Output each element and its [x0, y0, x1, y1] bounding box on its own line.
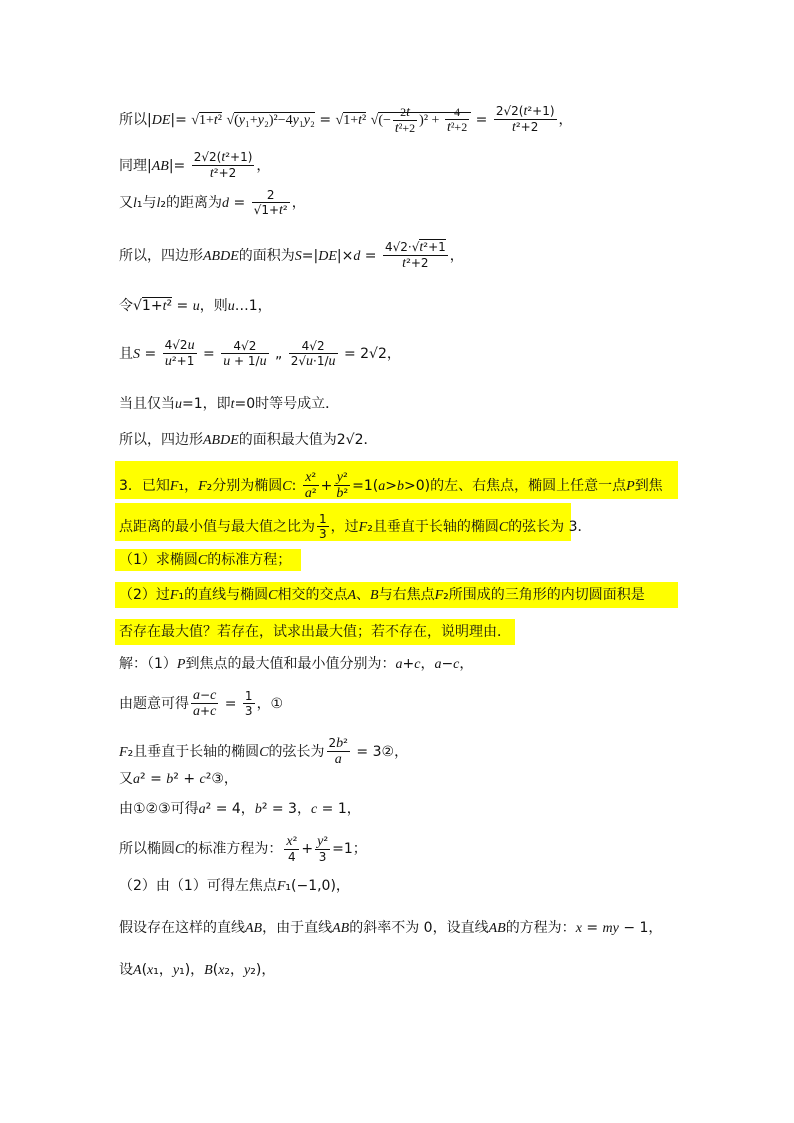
- solution-line-inequality: 且S = $\frac{4√2u}{\text{u²+1}}$ = $\frac{4√2}{u + 1/u}$ „ $\frac{4√2}{2√u\cdot 1/u}$ = 2√2，: [119, 338, 401, 369]
- solution-line-ab-length: 同理|AB|= $\frac{\text{2√2(t²+1)}}{\text{t²+2}}$ ，: [119, 150, 271, 181]
- solution-line-max-area: 所以，四边形ABDE的面积最大值为2√2．: [119, 432, 378, 448]
- answer-line-7: （2）由（1）可得左焦点F₁(−1,0)，: [119, 878, 350, 894]
- answer-line-8: 假设存在这样的直线AB，由于直线AB的斜率不为 0，设直线AB的方程为：x = my − 1，: [119, 920, 663, 936]
- question3-line-1: 3．已知F₁，F₂分别为椭圆C: $\frac{\text{x²}}{\text{a²}}$ + $\frac{\text{y²}}{\text{b²}}$ =1(a>b>0)的左、右焦点，椭圆上任意一点P到焦: [119, 470, 663, 501]
- answer-line-6: 所以椭圆C的标准方程为： $\frac{\text{x²}}{4}$ + $\frac{\text{y²}}{3}$ =1；: [119, 834, 367, 864]
- answer-line-5: 由①②③可得a² = 4，b² = 3，c = 1，: [119, 801, 361, 817]
- answer-line-1: 解：（1）P到焦点的最大值和最小值分别为：a+c，a−c，: [119, 656, 474, 672]
- solution-line-de-length: 所以|DE|= √1+t² √(y₁+y₂)²−4y₁y₂ = √1+t² √(− $\frac{2t}{\text{t²+2}}$ )² + $\frac{4}{\text{t²+2}}$ = $\frac{\text{2√2(t²+1)}}{\text{t²+2}}$ ，: [119, 104, 573, 136]
- answer-line-4: 又a² = b² + c²③，: [119, 771, 238, 787]
- question3-part2-line-2: 否存在最大值？若存在，试求出最大值；若不存在，说明理由．: [119, 624, 511, 640]
- question3-part1: （1）求椭圆C的标准方程；: [119, 552, 292, 568]
- question3-line-2: 点距离的最小值与最大值之比为 $\frac{1}{3}$ ，过F₂且垂直于长轴的椭圆C的弦长为 3．: [119, 512, 592, 541]
- answer-line-2: 由题意可得 $\frac{a-c}{a+c}$ = $\frac{1}{3}$ ，①: [119, 688, 284, 719]
- solution-line-equality: 当且仅当u=1，即t=0时等号成立．: [119, 396, 340, 412]
- question3-part2-line-1: （2）过F₁的直线与椭圆C相交的交点A、B与右焦点F₂所围成的三角形的内切圆面积是: [119, 587, 645, 603]
- solution-line-distance: 又l₁与l₂的距离为d = $\frac{2}{\text{√1+t²}}$ ，: [119, 188, 306, 218]
- solution-line-substitution: 令√1+t² = u，则u…1，: [119, 298, 272, 314]
- solution-line-area: 所以，四边形ABDE的面积为S=|DE|×d = $\frac{\text{4√2·√t²+1}}{\text{t²+2}}$ ，: [119, 240, 464, 271]
- answer-line-3: F₂且垂直于长轴的椭圆C的弦长为 $\frac{\text{2b²}}{a}$ = 3②，: [119, 736, 409, 767]
- answer-line-9: 设A(x₁，y₁)，B(x₂，y₂)，: [119, 962, 276, 978]
